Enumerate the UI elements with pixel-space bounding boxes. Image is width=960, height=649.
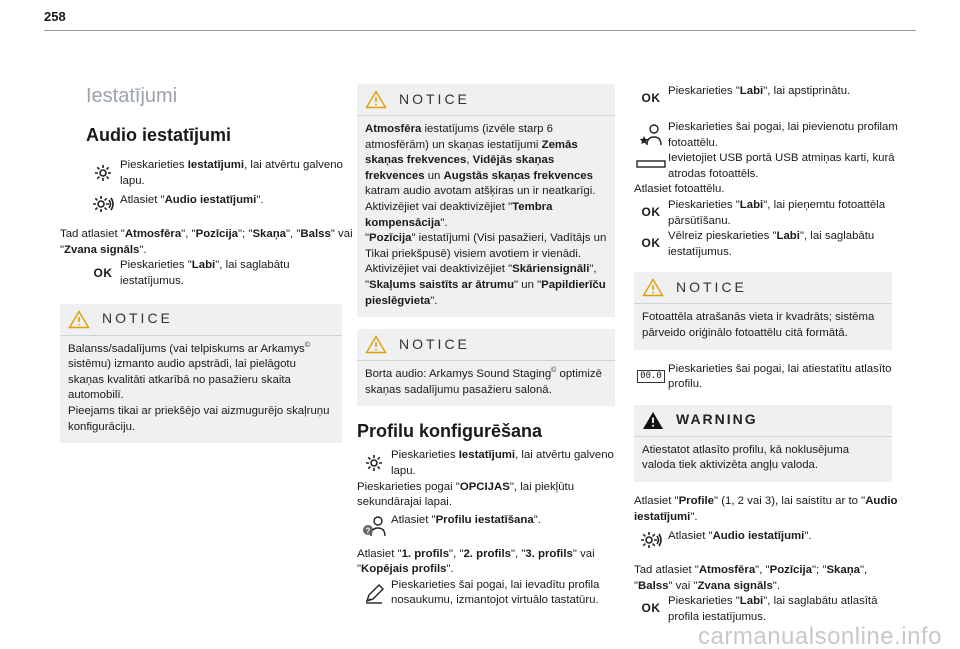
ok-icon: OK — [641, 601, 661, 616]
ok-icon: OK — [641, 91, 661, 106]
notice-box-balance — [60, 304, 342, 444]
notice-title: NOTICE — [676, 279, 747, 296]
step-enter-name: Pieskarieties šai pogai, lai ievadītu profila nosaukumu, izmantojot virtuālo tastatūru. — [357, 578, 625, 609]
gear-sound-icon — [634, 525, 668, 555]
step-text: Atlasiet " — [120, 194, 165, 207]
paragraph-select-profile-link: Atlasiet "Profile" (1, 2 vai 3), lai saistītu ar to "Audio iestatījumi". — [634, 494, 898, 523]
step-ok-save: OK Pieskarieties "Labi", lai saglabātu iestatījumus. — [86, 258, 354, 289]
column-3 — [634, 84, 902, 625]
ok-icon: OK — [641, 205, 661, 220]
warning-triangle-icon — [642, 278, 664, 297]
paragraph-select-profile: Atlasiet "1. profils", "2. profils", "3. profils" vai "Kopējais profils". — [357, 547, 595, 576]
warning-exclamation-icon — [642, 411, 664, 430]
step-select-audio-2: Atlasiet "Audio iestatījumi". — [634, 525, 902, 555]
notice-title: NOTICE — [102, 310, 173, 327]
step-add-photo: Pieskarieties šai pogai, lai pievienotu profilam fotoattēlu. — [634, 120, 902, 151]
gear-icon — [86, 158, 120, 188]
gear-icon — [357, 448, 391, 478]
gear-sound-icon — [86, 189, 120, 219]
section-title-audio: Audio iestatījumi — [86, 125, 232, 145]
page-title: Iestatījumi — [86, 85, 178, 107]
profile-question-icon — [357, 511, 391, 541]
step-insert-usb: Ievietojiet USB portā USB atmiņas karti, kurā atrodas fotoattēls. — [634, 151, 902, 182]
step-ok-accept: OK Pieskarieties "Labi", lai pieņemtu fotoattēla pārsūtīšanu. — [634, 198, 902, 229]
warning-triangle-icon — [365, 90, 387, 109]
paragraph-then-select-2: Tad atlasiet "Atmosfēra", "Pozīcija"; "Skaņa", "Balss" vai "Zvana signāls". — [634, 564, 868, 592]
warning-title: WARNING — [676, 411, 758, 428]
notice-title: NOTICE — [399, 90, 470, 107]
notice-body: Borta audio: Arkamys Sound Staging© optimizē skaņas sadalījumu pasažieru salonā. — [365, 367, 602, 396]
step-text: , lai atvērtu galveno lapu. — [120, 159, 343, 187]
step-text: Pieskarieties — [120, 159, 188, 171]
column-1 — [60, 84, 354, 455]
pencil-icon — [357, 578, 391, 608]
svg-text:?: ? — [365, 526, 371, 536]
paragraph-options: Pieskarieties pogai "OPCIJAS", lai piekļūtu sekundārajai lapai. — [357, 480, 575, 509]
warning-box — [634, 405, 892, 482]
notice-header — [634, 272, 892, 304]
ok-icon: OK — [641, 236, 661, 251]
notice-title: NOTICE — [399, 335, 470, 352]
usb-icon — [634, 151, 668, 177]
step-reset-profile: 00.0 Pieskarieties šai pogai, lai atiestatītu atlasīto profilu. — [634, 362, 902, 393]
warning-body: Atiestatot atlasīto profilu, kā noklusējuma valoda tiek aktivizēta angļu valoda. — [642, 443, 850, 472]
page-number: 258 — [44, 9, 66, 24]
notice-box-arkamys — [357, 329, 615, 406]
step-profile-settings: ? Atlasiet "Profilu iestatīšana". — [357, 511, 625, 541]
step-open-settings — [86, 158, 354, 189]
step-ok-save-profile: OK Pieskarieties "Labi", lai saglabātu atlasītā profila iestatījumus. — [634, 594, 902, 625]
step-ok-confirm: OK Pieskarieties "Labi", lai apstiprinātu. — [634, 84, 902, 114]
notice-header — [60, 304, 342, 336]
notice-body: Fotoattēla atrašanās vieta ir kvadrāts; sistēma pārveido oriģinālo fotoattēlu citā formātā. — [642, 311, 875, 339]
column-2 — [357, 84, 625, 609]
step-select-audio — [86, 189, 354, 219]
section-title-profiles: Profilu konfigurēšana — [357, 421, 543, 442]
warning-triangle-icon — [68, 310, 90, 329]
top-rule — [44, 30, 916, 31]
notice-body: Atmosfēra iestatījums (izvēle starp 6 atmosfērām) un skaņas iestatījumi Zemās skaņas frekvences, Vidējās skaņas frekvences un Augstās skaņas frekvences katram audio avotam atšķiras un ir neatkarīgi. Aktivizējiet vai deaktivizējiet "Tembra kompensācija". "Pozīcija" iestatījumi (Visi pasažieri, Vadītājs un Tikai priekšpusē) visiem avotiem ir vienādi. Aktivizējiet vai deaktivizējiet "Skāriensignāli", "Skaļums saistīts ar ātrumu" un "Papildierīču pieslēgvieta". — [365, 123, 607, 307]
step-ok-save-again: OK Vēlreiz pieskarieties "Labi", lai saglabātu iestatījumus. — [634, 229, 902, 260]
step-text: ". — [256, 194, 264, 207]
warning-header — [634, 405, 892, 437]
profile-star-icon — [634, 120, 668, 150]
notice-box-photo — [634, 272, 892, 349]
paragraph-then-select: Tad atlasiet "Atmosfēra", "Pozīcija"; "Skaņa", "Balss" vai "Zvana signāls". — [60, 228, 353, 256]
notice-body: Balanss/sadalījums (vai telpiskums ar Arkamys© sistēmu) izmanto audio apstrādi, lai pielāgotu skaņas kvalitāti atkarībā no pasažieru skaita automobilī. Pieejams tikai ar priekšējo vai aizmugurējo skaļruņu konfigurāciju. — [68, 341, 330, 433]
warning-triangle-icon — [365, 335, 387, 354]
step-bold: Audio iestatījumi — [164, 194, 257, 207]
watermark: carmanualsonline.info — [698, 623, 942, 649]
ok-icon: OK — [93, 265, 113, 280]
notice-header — [357, 329, 615, 361]
notice-box-atmosphere — [357, 84, 615, 317]
step-bold: Iestatījumi — [187, 159, 245, 171]
reset-icon: 00.0 — [634, 362, 668, 392]
paragraph-select-photo: Atlasiet fotoattēlu. — [634, 183, 725, 196]
notice-header — [357, 84, 615, 116]
step-open-settings-2: Pieskarieties Iestatījumi, lai atvērtu galveno lapu. — [357, 448, 625, 479]
